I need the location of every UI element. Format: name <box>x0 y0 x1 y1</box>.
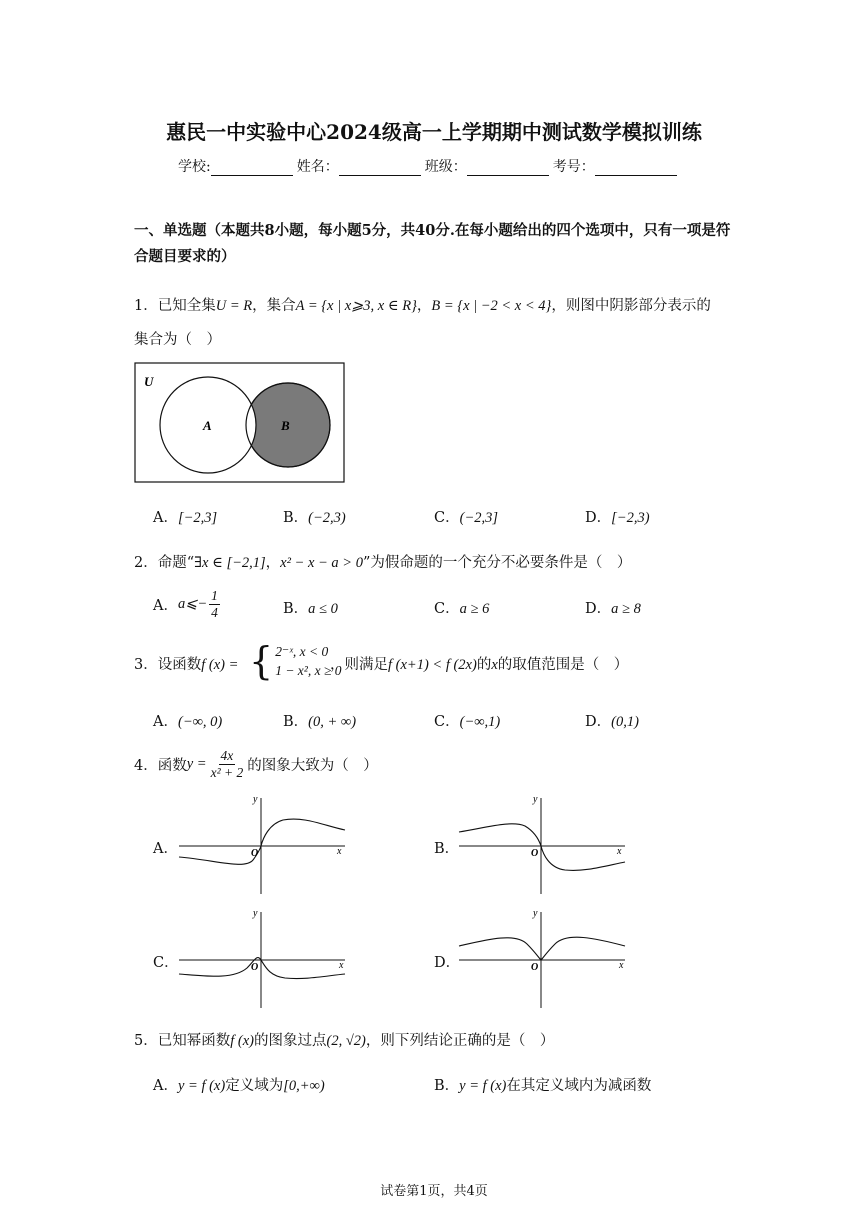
q5-option-a[interactable]: A．y = f (x)定义域为[0,+∞) <box>153 1078 325 1094</box>
question-5-line: 5．已知幂函数f (x)的图象过点(2, √2)，则下列结论正确的是（ ） <box>134 1033 555 1049</box>
exam-number-blank[interactable] <box>595 160 677 176</box>
question-3-prefix: 3．设函数f (x) = <box>134 657 239 673</box>
q1-option-d[interactable]: D．[−2,3) <box>585 510 650 526</box>
svg-text:O: O <box>531 962 539 973</box>
q4-option-a-label[interactable]: A． <box>153 841 178 857</box>
question-4-line: 4． 函数 y = $\frac{4x}{\text{x² + 2}}$ 的图象大致为（ ） <box>134 748 378 780</box>
venn-diagram <box>134 362 346 484</box>
q1-set-a: A = {x | x⩾3, x ∈ R} <box>295 298 417 314</box>
question-2-number: 2． <box>134 555 158 571</box>
q2-option-d[interactable]: D．a ≥ 8 <box>585 601 641 617</box>
q5-option-b[interactable]: B．y = f (x)在其定义域内为减函数 <box>434 1078 652 1094</box>
q2-option-b[interactable]: B．a ≤ 0 <box>283 601 338 617</box>
q3-piecewise: { 2⁻ˣ, x < 0 1 − x², x ≥ 0 <box>249 639 342 683</box>
q3-piece-1: 2⁻ˣ, x < 0 <box>275 644 329 659</box>
q2-exists-clause: ∃x ∈ [−2,1] <box>194 555 266 571</box>
svg-text:x: x <box>337 846 342 857</box>
q4-graph-a[interactable] <box>175 790 355 900</box>
venn-label-u: U <box>144 374 154 389</box>
q1-option-c[interactable]: C．(−2,3] <box>434 510 498 526</box>
page-footer: 试卷第1页，共4页 <box>380 1184 488 1199</box>
question-2-line: 2．命题“∃x ∈ [−2,1]，x² − x − a > 0”为假命题的一个充分不必要条件是（ ） <box>134 555 632 571</box>
question-1-line2: 集合为（ ） <box>134 332 221 348</box>
q2-option-a[interactable]: A． a⩽− $\frac{1}{4}$ <box>153 588 218 620</box>
exam-number-label: 考号： <box>552 159 595 175</box>
q3-option-a[interactable]: A．(−∞, 0) <box>153 714 223 730</box>
q1-option-b[interactable]: B．(−2,3) <box>283 510 346 526</box>
school-blank[interactable] <box>211 160 293 176</box>
q1-set-b: B = {x | −2 < x < 4} <box>431 298 552 314</box>
q2-fraction: $\frac{1}{4}$ <box>211 588 218 620</box>
q1-universal-set: U = R <box>215 298 253 314</box>
svg-text:y: y <box>253 908 258 919</box>
q1-text: ，则图中阴影部分表示的 <box>551 298 711 314</box>
venn-label-a: A <box>203 418 212 433</box>
question-3-suffix: ，则满足f (x+1) < f (2x)的x的取值范围是（ ） <box>330 657 629 673</box>
svg-text:x: x <box>339 960 344 971</box>
venn-label-b: B <box>281 418 290 433</box>
q4-option-c-label[interactable]: C． <box>153 955 179 971</box>
q1-text: 已知全集 <box>157 298 216 314</box>
class-label: 班级： <box>424 159 467 175</box>
q1-text: ， <box>416 298 432 314</box>
q3-piece-2: 1 − x², x ≥ 0 <box>275 663 342 678</box>
question-1-number: 1． <box>134 298 158 314</box>
svg-text:y: y <box>533 908 538 919</box>
q3-option-d[interactable]: D．(0,1) <box>585 714 639 730</box>
q1-text: ，集合 <box>252 298 296 314</box>
svg-text:y: y <box>533 794 538 805</box>
q3-option-c[interactable]: C．(−∞,1) <box>434 714 501 730</box>
name-blank[interactable] <box>339 160 421 176</box>
q3-option-b[interactable]: B．(0, + ∞) <box>283 714 357 730</box>
q5-point: (2, √2) <box>326 1033 366 1049</box>
svg-text:y: y <box>253 794 258 805</box>
svg-text:O: O <box>251 848 259 859</box>
svg-text:O: O <box>251 962 259 973</box>
q4-fraction: $\frac{4x}{\text{x² + 2}}$ <box>210 748 244 780</box>
q2-inequality: x² − x − a > 0 <box>280 555 363 571</box>
page-title: 惠民一中实验中心2024级高一上学期期中测试数学模拟训练 <box>166 120 702 144</box>
name-label: 姓名： <box>296 159 339 175</box>
q4-graph-d[interactable] <box>455 904 635 1014</box>
q4-graph-c[interactable] <box>175 904 355 1014</box>
q2-option-c[interactable]: C．a ≥ 6 <box>434 601 490 617</box>
q4-graph-b[interactable] <box>455 790 635 900</box>
q4-option-b-label[interactable]: B． <box>434 841 460 857</box>
question-1-line1 <box>134 294 711 315</box>
svg-text:O: O <box>531 848 539 859</box>
svg-text:x: x <box>619 960 624 971</box>
school-label: 学校: <box>178 159 211 175</box>
student-info-line <box>178 156 681 176</box>
class-blank[interactable] <box>467 160 549 176</box>
q4-option-d-label[interactable]: D． <box>434 955 461 971</box>
q1-option-a[interactable]: A．[−2,3] <box>153 510 218 526</box>
svg-text:x: x <box>617 846 622 857</box>
section-heading: 一、单选题（本题共8小题，每小题5分，共40分.在每小题给出的四个选项中，只有一项是符合题目要求的） <box>134 222 731 265</box>
